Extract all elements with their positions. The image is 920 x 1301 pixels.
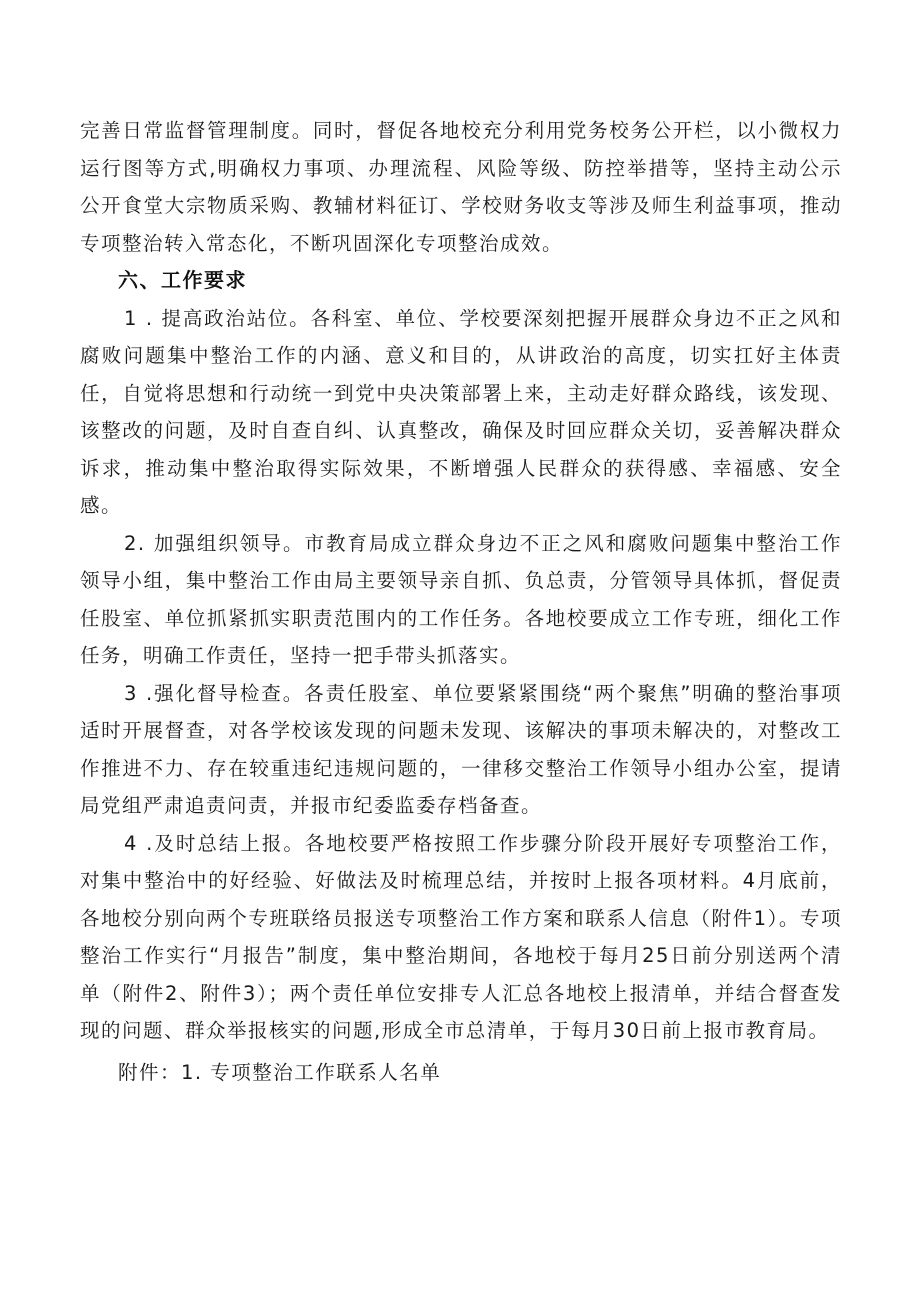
continuation-paragraph: 完善日常监督管理制度。同时，督促各地校充分利用党务校务公开栏，以小微权力运行图等方式,明确权力事项、办理流程、风险等级、防控举措等，坚持主动公示公开食堂大宗物质采购、教辅材料征订、学校财务收支等涉及师生利益事项，推动专项整治转入常态化，不断巩固深化专项整治成效。	[80, 119, 842, 255]
document-body	[80, 112, 842, 1091]
section-heading: 六、工作要求	[118, 268, 247, 292]
requirement-item-3: 3 .强化督导检查。各责任股室、单位要紧紧围绕“两个聚焦”明确的整治事项适时开展督查，对各学校该发现的问题未发现、该解决的事项未解决的，对整改工作推进不力、存在较重违纪违规问题的，一律移交整治工作领导小组办公室，提请局党组严肃追责问责，并报市纪委监委存档备查。	[80, 681, 842, 817]
requirement-item-4: 4 .及时总结上报。各地校要严格按照工作步骤分阶段开展好专项整治工作，对集中整治中的好经验、好做法及时梳理总结，并按时上报各项材料。4月底前，各地校分别向两个专班联络员报送专项整治工作方案和联系人信息（附件1）。专项整治工作实行“月报告”制度，集中整治期间，各地校于每月25日前分别送两个清单（附件2、附件3）；两个责任单位安排专人汇总各地校上报清单，并结合督查发现的问题、群众举报核实的问题,形成全市总清单，于每月30日前上报市教育局。	[80, 831, 842, 1042]
attachment-line: 附件：1. 专项整治工作联系人名单	[118, 1060, 442, 1084]
requirement-item-1: 1 . 提高政治站位。各科室、单位、学校要深刻把握开展群众身边不正之风和腐败问题集中整治工作的内涵、意义和目的，从讲政治的高度，切实扛好主体责任，自觉将思想和行动统一到党中央决策部署上来，主动走好群众路线，该发现、该整改的问题，及时自查自纠、认真整改，确保及时回应群众关切，妥善解决群众诉求，推动集中整治取得实际效果，不断增强人民群众的获得感、幸福感、安全感。	[80, 306, 842, 517]
requirement-item-2: 2. 加强组织领导。市教育局成立群众身边不正之风和腐败问题集中整治工作领导小组，集中整治工作由局主要领导亲自抓、负总责，分管领导具体抓，督促责任股室、单位抓紧抓实职责范围内的工作任务。各地校要成立工作专班，细化工作任务，明确工作责任，坚持一把手带头抓落实。	[80, 531, 842, 667]
